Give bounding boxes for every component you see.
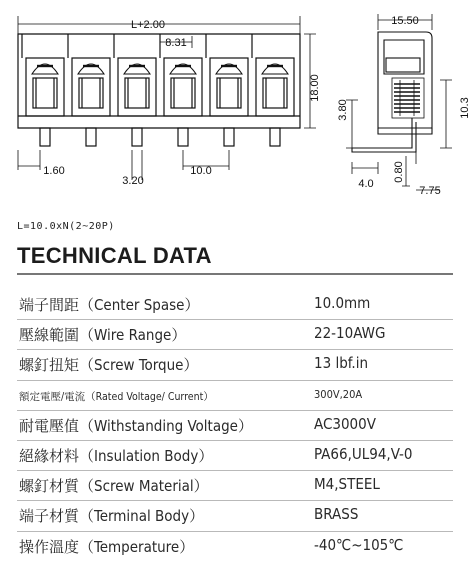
solder-pin (86, 128, 96, 146)
dim-pitch: 10.0 (190, 165, 212, 177)
spec-value: -40℃~105℃ (314, 535, 404, 554)
spec-row (17, 320, 453, 350)
dim-side-width: 15.50 (391, 15, 419, 27)
solder-pin (270, 128, 280, 146)
front-body-outline (18, 34, 300, 128)
spec-row (17, 501, 453, 531)
spec-label: 端子間距（Center Spase） (19, 296, 200, 314)
spec-label: 絕緣材料（Insulation Body） (19, 446, 214, 465)
spec-table (17, 290, 453, 561)
length-formula: L=10.0xN(2~20P) (17, 221, 115, 232)
spec-row (17, 381, 453, 411)
dim-pin-length: 3.80 (337, 99, 349, 121)
spec-row (17, 471, 453, 501)
spec-value: AC3000V (314, 414, 376, 433)
spec-value: 10.0mm (314, 294, 371, 312)
spec-label: 壓線範圍（Wire Range） (19, 326, 187, 345)
dim-depth: 7.75 (419, 185, 441, 197)
solder-pin (40, 128, 50, 146)
spec-value: M4,STEEL (314, 475, 380, 494)
spec-value: 300V,20A (314, 387, 363, 401)
spec-label: 螺釘材質（Screw Material） (19, 477, 209, 496)
solder-pin (132, 128, 142, 146)
spec-row (17, 532, 453, 561)
dim-total-length: L+2.00 (131, 19, 165, 31)
spec-value: 13 lbf.in (314, 354, 369, 373)
spec-label: 螺釘扭矩（Screw Torque） (19, 356, 199, 375)
dim-right-height: 10.3 (459, 97, 471, 119)
dim-pin-pitch-top: 8.31 (165, 37, 187, 49)
spec-value: PA66,UL94,V-0 (314, 444, 413, 463)
spec-row (17, 290, 453, 320)
dim-pin-offset: 1.60 (43, 165, 65, 177)
section-title: TECHNICAL DATA (17, 243, 212, 268)
spec-row (17, 441, 453, 471)
technical-drawing (0, 0, 473, 210)
solder-pin (178, 128, 188, 146)
spec-value: 22-10AWG (314, 324, 386, 343)
dim-foot: 4.0 (358, 178, 374, 190)
spec-label: 額定電壓/電流（Rated Voltage/ Current） (19, 390, 214, 403)
solder-pin (224, 128, 234, 146)
title-underline (17, 273, 453, 275)
spec-label: 操作溫度（Temperature） (19, 537, 195, 556)
front-view (18, 34, 300, 146)
dim-height: 18.00 (309, 74, 321, 102)
dim-thickness: 0.80 (393, 161, 405, 183)
spec-label: 端子材質（Terminal Body） (19, 507, 205, 526)
spec-row (17, 350, 453, 380)
spec-label: 耐電壓值（Withstanding Voltage） (19, 416, 253, 435)
spec-value: BRASS (314, 505, 359, 524)
dim-line-pin-offset (18, 150, 40, 170)
dim-pin-width: 3.20 (122, 175, 144, 187)
spec-row (17, 411, 453, 441)
side-view (352, 32, 432, 152)
